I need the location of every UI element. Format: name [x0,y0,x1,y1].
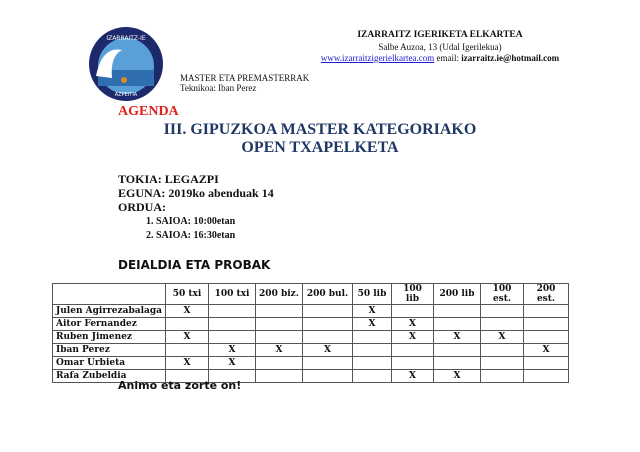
event-mark [524,357,569,370]
swimmer-name: Aitor Fernandez [53,318,166,331]
column-header: 100 txi [209,284,256,305]
event-mark [392,305,434,318]
event-mark: X [353,318,392,331]
event-mark [256,357,303,370]
column-header: 50 txi [166,284,209,305]
event-mark: X [209,344,256,357]
event-mark: X [392,318,434,331]
event-mark [303,305,353,318]
event-mark: X [481,331,524,344]
table-row [53,331,569,344]
club-logo [88,26,164,102]
event-mark: X [392,370,434,383]
event-mark [209,305,256,318]
event-mark: X [434,331,481,344]
event-mark [166,318,209,331]
event-title-line1: III. GIPUZKOA MASTER KATEGORIAKO [163,121,477,138]
event-title-line2: OPEN TXAPELKETA [241,139,399,156]
column-header [53,284,166,305]
event-mark [481,318,524,331]
event-mark [303,318,353,331]
event-mark [524,370,569,383]
event-mark [434,357,481,370]
column-header: 50 lib [353,284,392,305]
table-row [53,318,569,331]
event-mark [524,318,569,331]
svg-text:AZPEITIA: AZPEITIA [114,92,138,98]
event-mark [303,331,353,344]
event-mark: X [392,331,434,344]
column-header: 100 lib [392,284,434,305]
event-mark [481,305,524,318]
email-label: email: [436,53,459,63]
swimmer-name: Rafa Zubeldia [53,370,166,383]
event-mark: X [209,357,256,370]
event-mark [392,344,434,357]
event-mark: X [303,344,353,357]
website-link[interactable]: www.izarraitzigerielkartea.com [320,53,435,63]
column-header: 200 lib [434,284,481,305]
svg-text:IZARRAITZ-IE: IZARRAITZ-IE [106,35,146,42]
table-row [53,357,569,370]
contact-line [260,53,620,63]
event-mark [392,357,434,370]
event-mark [481,344,524,357]
event-mark [256,331,303,344]
swimmer-name: Julen Agirrezabalaga [53,305,166,318]
entries-table [52,283,569,383]
event-mark [434,318,481,331]
org-address: Salbe Auzoa, 13 (Udal Igerilekua) [378,42,502,52]
event-mark: X [353,305,392,318]
event-mark [353,344,392,357]
email-address[interactable]: izarraitz.ie@hotmail.com [461,53,560,63]
swimmer-name: Omar Urbieta [53,357,166,370]
event-mark [481,370,524,383]
event-mark [209,331,256,344]
event-mark [353,357,392,370]
event-mark [434,344,481,357]
event-mark [481,357,524,370]
event-mark: X [166,357,209,370]
column-header: 200 est. [524,284,569,305]
session-2: 2. SAIOA: 16:30etan [146,230,236,241]
location: TOKIA: LEGAZPI [118,172,219,186]
swimmer-name: Ruben Jimenez [53,331,166,344]
event-mark: X [256,344,303,357]
event-mark [166,344,209,357]
agenda-label: AGENDA [118,104,179,119]
time-label: ORDUA: [118,200,166,214]
event-mark [303,370,353,383]
org-name: IZARRAITZ IGERIKETA ELKARTEA [357,30,523,40]
event-mark [434,305,481,318]
closing-message: Animo eta zorte on! [118,379,242,392]
event-mark [524,305,569,318]
event-mark [353,331,392,344]
event-mark [256,318,303,331]
event-mark [256,305,303,318]
date: EGUNA: 2019ko abenduak 14 [118,186,274,200]
event-mark: X [524,344,569,357]
event-mark: X [166,305,209,318]
table-row [53,305,569,318]
section-heading: DEIALDIA ETA PROBAK [118,258,271,272]
event-mark [256,370,303,383]
table-row [53,344,569,357]
group-name: MASTER ETA PREMASTERRAK [180,73,310,83]
event-mark: X [166,331,209,344]
event-mark [303,357,353,370]
column-header: 200 bul. [303,284,353,305]
event-mark [524,331,569,344]
table-header-row [53,284,569,305]
column-header: 100 est. [481,284,524,305]
event-mark [353,370,392,383]
coach-name: Teknikoa: Iban Perez [180,83,257,93]
session-1: 1. SAIOA: 10:00etan [146,216,236,227]
event-mark [209,318,256,331]
swimmer-name: Iban Perez [53,344,166,357]
event-mark: X [434,370,481,383]
column-header: 200 biz. [256,284,303,305]
